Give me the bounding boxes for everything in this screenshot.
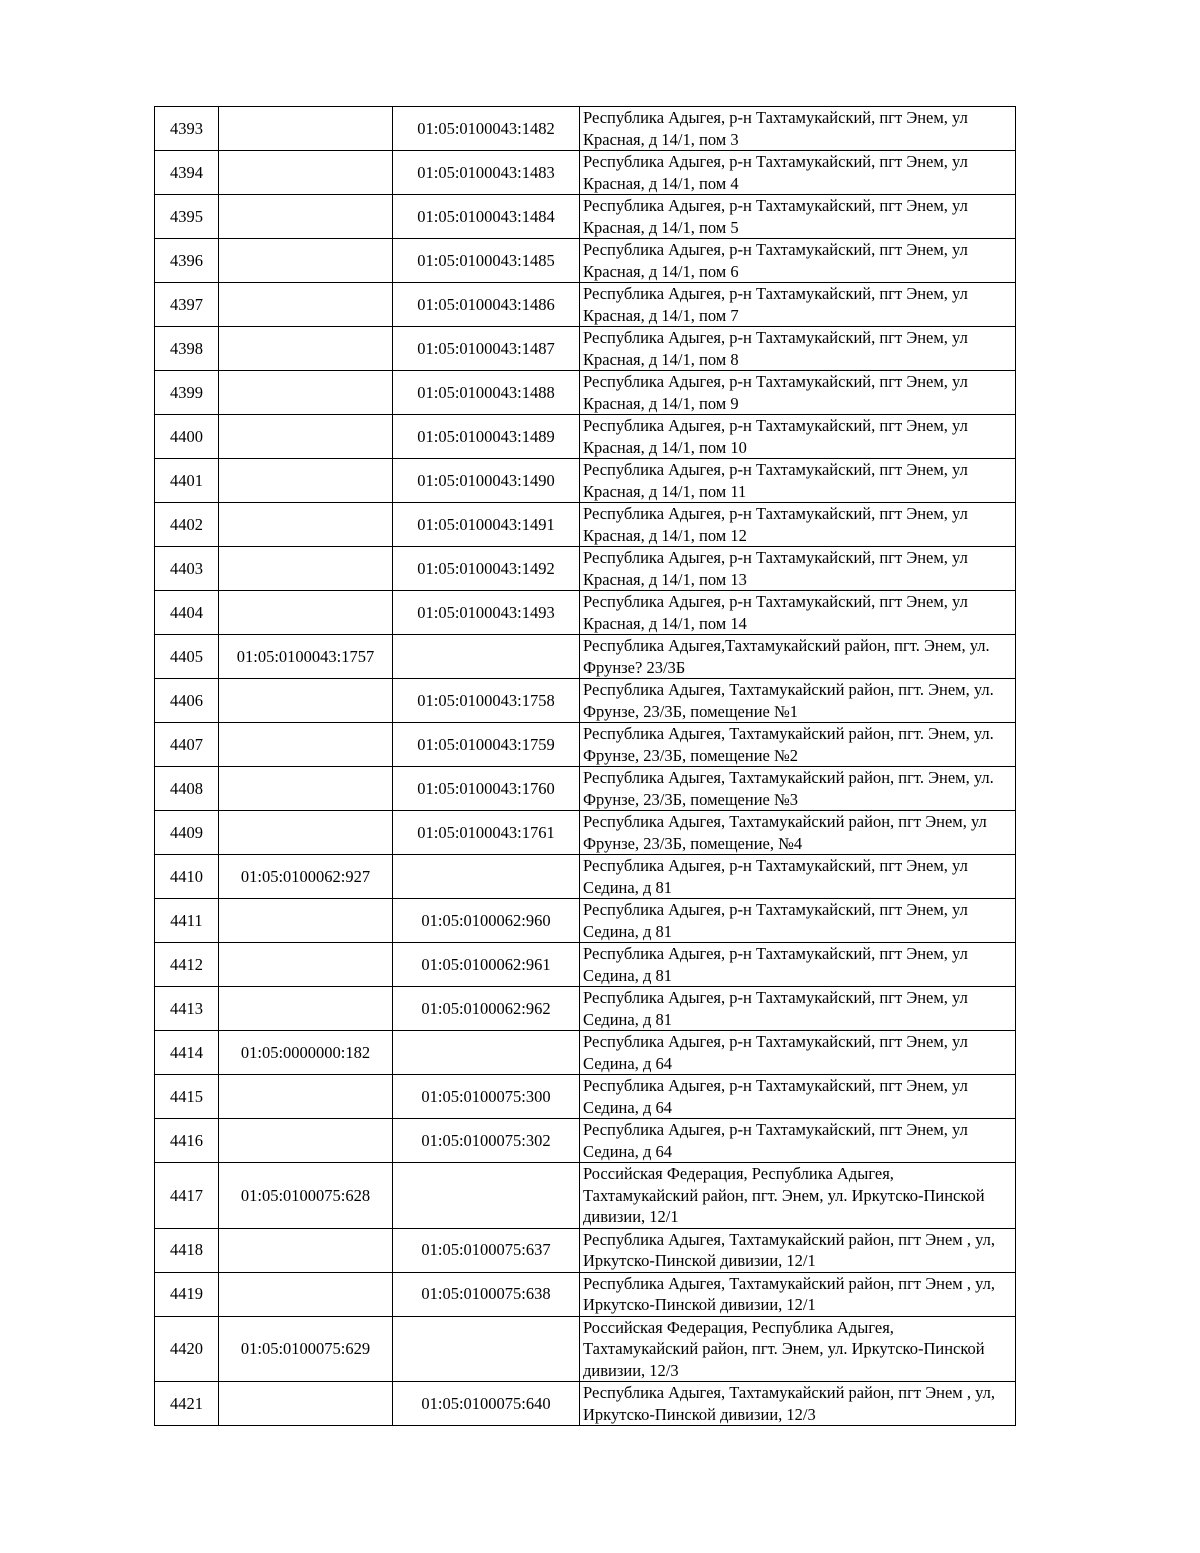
building-cadastral-number-cell — [219, 415, 393, 459]
record-number-cell: 4396 — [155, 239, 219, 283]
premise-cadastral-number-cell: 01:05:0100075:637 — [393, 1228, 580, 1272]
address-cell: Республика Адыгея, р-н Тахтамукайский, пгт Энем, ул Красная, д 14/1, пом 14 — [580, 591, 1016, 635]
address-cell: Республика Адыгея, р-н Тахтамукайский, пгт Энем, ул Красная, д 14/1, пом 7 — [580, 283, 1016, 327]
premise-cadastral-number-cell: 01:05:0100043:1761 — [393, 811, 580, 855]
address-cell: Республика Адыгея, р-н Тахтамукайский, пгт Энем, ул Седина, д 64 — [580, 1075, 1016, 1119]
premise-cadastral-number-cell: 01:05:0100043:1484 — [393, 195, 580, 239]
building-cadastral-number-cell — [219, 1272, 393, 1316]
table-row — [155, 1031, 1016, 1075]
building-cadastral-number-cell — [219, 1228, 393, 1272]
record-number-cell: 4397 — [155, 283, 219, 327]
premise-cadastral-number-cell: 01:05:0100062:960 — [393, 899, 580, 943]
premise-cadastral-number-cell: 01:05:0100043:1491 — [393, 503, 580, 547]
record-number-cell: 4419 — [155, 1272, 219, 1316]
building-cadastral-number-cell: 01:05:0100075:629 — [219, 1316, 393, 1382]
building-cadastral-number-cell — [219, 1075, 393, 1119]
record-number-cell: 4405 — [155, 635, 219, 679]
premise-cadastral-number-cell: 01:05:0100043:1488 — [393, 371, 580, 415]
address-cell: Республика Адыгея, Тахтамукайский район, пгт Энем , ул, Иркутско-Пинской дивизии, 12/3 — [580, 1382, 1016, 1426]
table-row — [155, 635, 1016, 679]
table-row — [155, 459, 1016, 503]
table-row — [155, 415, 1016, 459]
record-number-cell: 4393 — [155, 107, 219, 151]
premise-cadastral-number-cell: 01:05:0100043:1760 — [393, 767, 580, 811]
address-cell: Республика Адыгея, р-н Тахтамукайский, пгт Энем, ул Красная, д 14/1, пом 13 — [580, 547, 1016, 591]
building-cadastral-number-cell: 01:05:0100062:927 — [219, 855, 393, 899]
record-number-cell: 4395 — [155, 195, 219, 239]
table-row — [155, 503, 1016, 547]
address-cell: Республика Адыгея, р-н Тахтамукайский, пгт Энем, ул Седина, д 64 — [580, 1119, 1016, 1163]
record-number-cell: 4409 — [155, 811, 219, 855]
record-number-cell: 4402 — [155, 503, 219, 547]
record-number-cell: 4394 — [155, 151, 219, 195]
premise-cadastral-number-cell: 01:05:0100075:640 — [393, 1382, 580, 1426]
building-cadastral-number-cell — [219, 591, 393, 635]
address-cell: Республика Адыгея, р-н Тахтамукайский, пгт Энем, ул Красная, д 14/1, пом 8 — [580, 327, 1016, 371]
building-cadastral-number-cell — [219, 679, 393, 723]
record-number-cell: 4403 — [155, 547, 219, 591]
premise-cadastral-number-cell — [393, 635, 580, 679]
premise-cadastral-number-cell: 01:05:0100043:1489 — [393, 415, 580, 459]
address-cell: Республика Адыгея, р-н Тахтамукайский, пгт Энем, ул Красная, д 14/1, пом 12 — [580, 503, 1016, 547]
building-cadastral-number-cell — [219, 767, 393, 811]
table-row — [155, 327, 1016, 371]
record-number-cell: 4398 — [155, 327, 219, 371]
address-cell: Республика Адыгея, р-н Тахтамукайский, пгт Энем, ул Седина, д 64 — [580, 1031, 1016, 1075]
building-cadastral-number-cell — [219, 371, 393, 415]
record-number-cell: 4412 — [155, 943, 219, 987]
address-cell: Республика Адыгея, Тахтамукайский район, пгт. Энем, ул. Фрунзе, 23/3Б, помещение №2 — [580, 723, 1016, 767]
record-number-cell: 4410 — [155, 855, 219, 899]
table-row — [155, 1316, 1016, 1382]
table-row — [155, 1228, 1016, 1272]
premise-cadastral-number-cell: 01:05:0100043:1759 — [393, 723, 580, 767]
address-cell: Республика Адыгея, р-н Тахтамукайский, пгт Энем, ул Красная, д 14/1, пом 6 — [580, 239, 1016, 283]
table-row — [155, 943, 1016, 987]
premise-cadastral-number-cell: 01:05:0100062:962 — [393, 987, 580, 1031]
building-cadastral-number-cell — [219, 547, 393, 591]
building-cadastral-number-cell — [219, 723, 393, 767]
address-cell: Республика Адыгея, р-н Тахтамукайский, пгт Энем, ул Седина, д 81 — [580, 855, 1016, 899]
table-row — [155, 1119, 1016, 1163]
premise-cadastral-number-cell: 01:05:0100043:1486 — [393, 283, 580, 327]
table-row — [155, 1163, 1016, 1229]
record-number-cell: 4421 — [155, 1382, 219, 1426]
record-number-cell: 4416 — [155, 1119, 219, 1163]
premise-cadastral-number-cell: 01:05:0100043:1487 — [393, 327, 580, 371]
building-cadastral-number-cell — [219, 811, 393, 855]
table-row — [155, 855, 1016, 899]
table-row — [155, 1382, 1016, 1426]
premise-cadastral-number-cell: 01:05:0100075:302 — [393, 1119, 580, 1163]
premise-cadastral-number-cell — [393, 855, 580, 899]
address-cell: Республика Адыгея, р-н Тахтамукайский, пгт Энем, ул Красная, д 14/1, пом 11 — [580, 459, 1016, 503]
address-cell: Республика Адыгея, р-н Тахтамукайский, пгт Энем, ул Красная, д 14/1, пом 10 — [580, 415, 1016, 459]
premise-cadastral-number-cell — [393, 1163, 580, 1229]
building-cadastral-number-cell — [219, 283, 393, 327]
address-cell: Республика Адыгея, р-н Тахтамукайский, пгт Энем, ул Красная, д 14/1, пом 4 — [580, 151, 1016, 195]
table-row — [155, 899, 1016, 943]
address-cell: Республика Адыгея, р-н Тахтамукайский, пгт Энем, ул Красная, д 14/1, пом 3 — [580, 107, 1016, 151]
building-cadastral-number-cell — [219, 327, 393, 371]
building-cadastral-number-cell: 01:05:0000000:182 — [219, 1031, 393, 1075]
record-number-cell: 4401 — [155, 459, 219, 503]
record-number-cell: 4415 — [155, 1075, 219, 1119]
record-number-cell: 4407 — [155, 723, 219, 767]
table-row — [155, 195, 1016, 239]
registry-table-body — [155, 107, 1016, 1426]
address-cell: Российская Федерация, Республика Адыгея, Тахтамукайский район, пгт. Энем, ул. Иркутско-Пинской дивизии, 12/1 — [580, 1163, 1016, 1229]
registry-table — [154, 106, 1016, 1426]
record-number-cell: 4420 — [155, 1316, 219, 1382]
building-cadastral-number-cell — [219, 987, 393, 1031]
table-row — [155, 591, 1016, 635]
record-number-cell: 4414 — [155, 1031, 219, 1075]
address-cell: Российская Федерация, Республика Адыгея, Тахтамукайский район, пгт. Энем, ул. Иркутско-Пинской дивизии, 12/3 — [580, 1316, 1016, 1382]
address-cell: Республика Адыгея, р-н Тахтамукайский, пгт Энем, ул Седина, д 81 — [580, 987, 1016, 1031]
table-row — [155, 107, 1016, 151]
record-number-cell: 4417 — [155, 1163, 219, 1229]
record-number-cell: 4400 — [155, 415, 219, 459]
table-row — [155, 283, 1016, 327]
premise-cadastral-number-cell: 01:05:0100043:1493 — [393, 591, 580, 635]
record-number-cell: 4404 — [155, 591, 219, 635]
premise-cadastral-number-cell: 01:05:0100075:638 — [393, 1272, 580, 1316]
record-number-cell: 4413 — [155, 987, 219, 1031]
address-cell: Республика Адыгея, р-н Тахтамукайский, пгт Энем, ул Седина, д 81 — [580, 943, 1016, 987]
premise-cadastral-number-cell: 01:05:0100062:961 — [393, 943, 580, 987]
table-row — [155, 723, 1016, 767]
address-cell: Республика Адыгея, р-н Тахтамукайский, пгт Энем, ул Красная, д 14/1, пом 5 — [580, 195, 1016, 239]
record-number-cell: 4408 — [155, 767, 219, 811]
table-row — [155, 1075, 1016, 1119]
building-cadastral-number-cell: 01:05:0100075:628 — [219, 1163, 393, 1229]
building-cadastral-number-cell: 01:05:0100043:1757 — [219, 635, 393, 679]
building-cadastral-number-cell — [219, 151, 393, 195]
address-cell: Республика Адыгея, р-н Тахтамукайский, пгт Энем, ул Красная, д 14/1, пом 9 — [580, 371, 1016, 415]
address-cell: Республика Адыгея, р-н Тахтамукайский, пгт Энем, ул Седина, д 81 — [580, 899, 1016, 943]
building-cadastral-number-cell — [219, 503, 393, 547]
table-row — [155, 1272, 1016, 1316]
address-cell: Республика Адыгея, Тахтамукайский район, пгт. Энем, ул. Фрунзе, 23/3Б, помещение №3 — [580, 767, 1016, 811]
address-cell: Республика Адыгея,Тахтамукайский район, пгт. Энем, ул. Фрунзе? 23/3Б — [580, 635, 1016, 679]
building-cadastral-number-cell — [219, 239, 393, 283]
table-row — [155, 239, 1016, 283]
table-row — [155, 547, 1016, 591]
table-row — [155, 811, 1016, 855]
address-cell: Республика Адыгея, Тахтамукайский район, пгт Энем , ул, Иркутско-Пинской дивизии, 12/1 — [580, 1272, 1016, 1316]
table-row — [155, 151, 1016, 195]
premise-cadastral-number-cell: 01:05:0100043:1490 — [393, 459, 580, 503]
premise-cadastral-number-cell: 01:05:0100075:300 — [393, 1075, 580, 1119]
table-row — [155, 679, 1016, 723]
premise-cadastral-number-cell: 01:05:0100043:1482 — [393, 107, 580, 151]
building-cadastral-number-cell — [219, 899, 393, 943]
premise-cadastral-number-cell — [393, 1031, 580, 1075]
table-row — [155, 371, 1016, 415]
record-number-cell: 4399 — [155, 371, 219, 415]
record-number-cell: 4406 — [155, 679, 219, 723]
table-row — [155, 987, 1016, 1031]
building-cadastral-number-cell — [219, 195, 393, 239]
record-number-cell: 4418 — [155, 1228, 219, 1272]
premise-cadastral-number-cell — [393, 1316, 580, 1382]
address-cell: Республика Адыгея, Тахтамукайский район, пгт Энем, ул Фрунзе, 23/3Б, помещение, №4 — [580, 811, 1016, 855]
premise-cadastral-number-cell: 01:05:0100043:1758 — [393, 679, 580, 723]
building-cadastral-number-cell — [219, 107, 393, 151]
premise-cadastral-number-cell: 01:05:0100043:1483 — [393, 151, 580, 195]
building-cadastral-number-cell — [219, 459, 393, 503]
building-cadastral-number-cell — [219, 1119, 393, 1163]
record-number-cell: 4411 — [155, 899, 219, 943]
address-cell: Республика Адыгея, Тахтамукайский район, пгт. Энем, ул. Фрунзе, 23/3Б, помещение №1 — [580, 679, 1016, 723]
building-cadastral-number-cell — [219, 1382, 393, 1426]
table-row — [155, 767, 1016, 811]
address-cell: Республика Адыгея, Тахтамукайский район, пгт Энем , ул, Иркутско-Пинской дивизии, 12/1 — [580, 1228, 1016, 1272]
building-cadastral-number-cell — [219, 943, 393, 987]
premise-cadastral-number-cell: 01:05:0100043:1485 — [393, 239, 580, 283]
premise-cadastral-number-cell: 01:05:0100043:1492 — [393, 547, 580, 591]
